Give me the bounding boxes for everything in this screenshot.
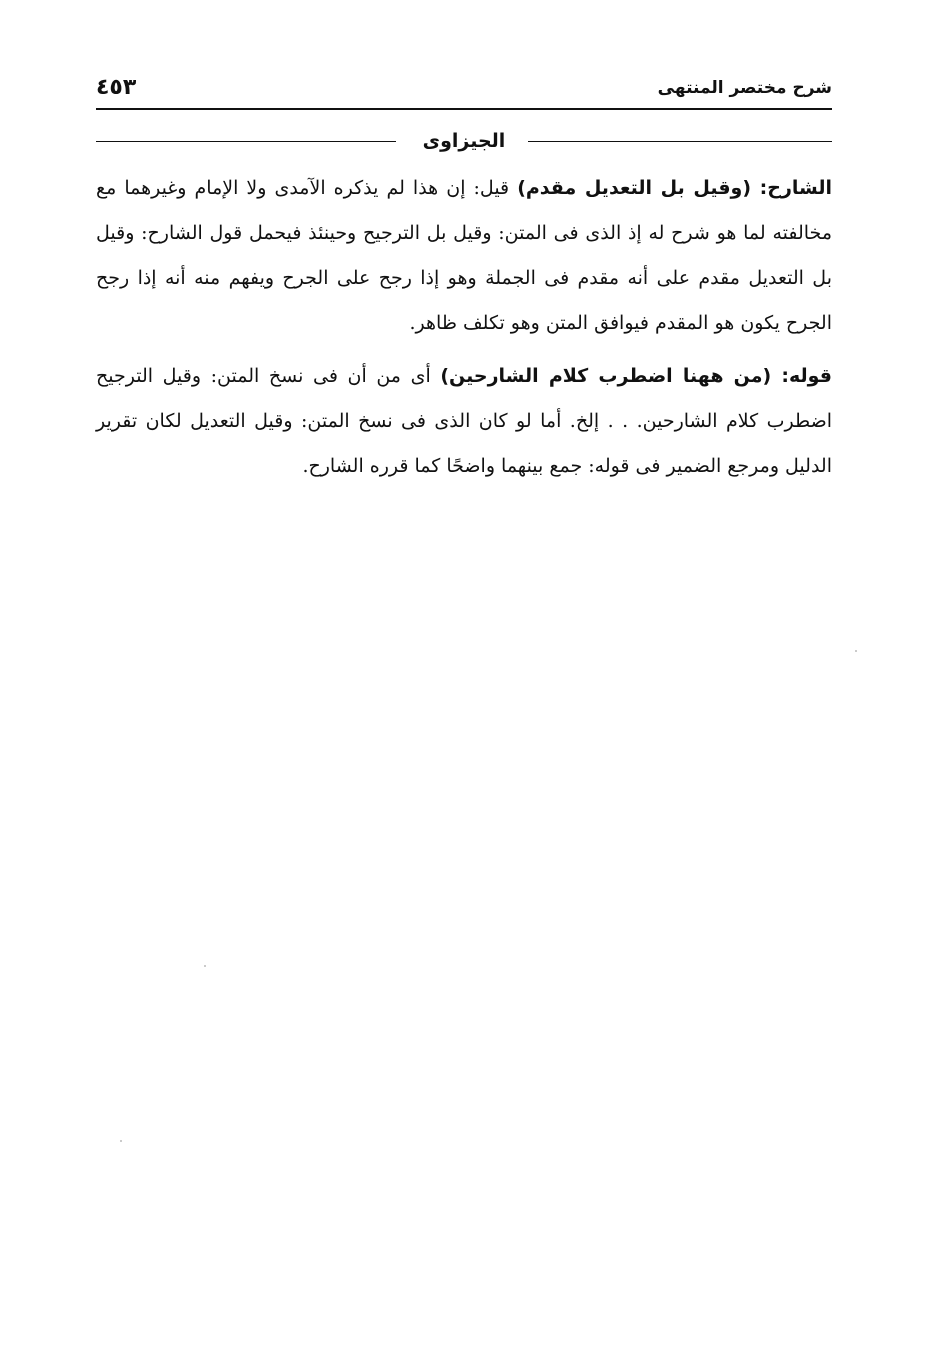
section-heading: الجيزاوى <box>422 130 506 152</box>
heading-rule-right <box>528 141 832 142</box>
header-rule <box>96 108 832 110</box>
paragraph-lead: الشارح: (وقيل بل التعديل مقدم) <box>517 177 833 199</box>
scan-speck <box>855 650 857 652</box>
paragraph-sharih <box>96 166 832 346</box>
paragraph-text: أى من أن فى نسخ المتن: وقيل الترجيح اضطرب كلام الشارحين. . . إلخ. أما لو كان الذى فى نسخ المتن: وقيل التعديل لكان تقرير الدليل ومرجع الضمير فى قوله: جمع بينهما واضحًا كما قرره الشارح. <box>96 365 832 477</box>
section-heading-row <box>96 126 832 156</box>
scan-speck <box>204 965 206 967</box>
page-number: ٤٥٣ <box>96 75 137 100</box>
scan-speck <box>120 1140 122 1142</box>
paragraph-lead: قوله: (من ههنا اضطرب كلام الشارحين) <box>440 365 833 387</box>
paragraph-qawluh <box>96 354 832 489</box>
book-title: شرح مختصر المنتهى <box>657 78 832 98</box>
commentary-body <box>96 166 832 497</box>
running-header <box>96 74 832 108</box>
paragraph-text: قيل: إن هذا لم يذكره الآمدى ولا الإمام وغيرهما مع مخالفته لما هو شرح له إذ الذى فى المتن: وقيل بل الترجيح وحينئذ فيحمل قول الشارح: وقيل بل التعديل مقدم على أنه مقدم فى الجملة وهو إذا رجح على الجرح ويفهم منه أنه إذا رجح الجرح يكون هو المقدم فيوافق المتن وهو تكلف ظاهر. <box>96 177 832 334</box>
